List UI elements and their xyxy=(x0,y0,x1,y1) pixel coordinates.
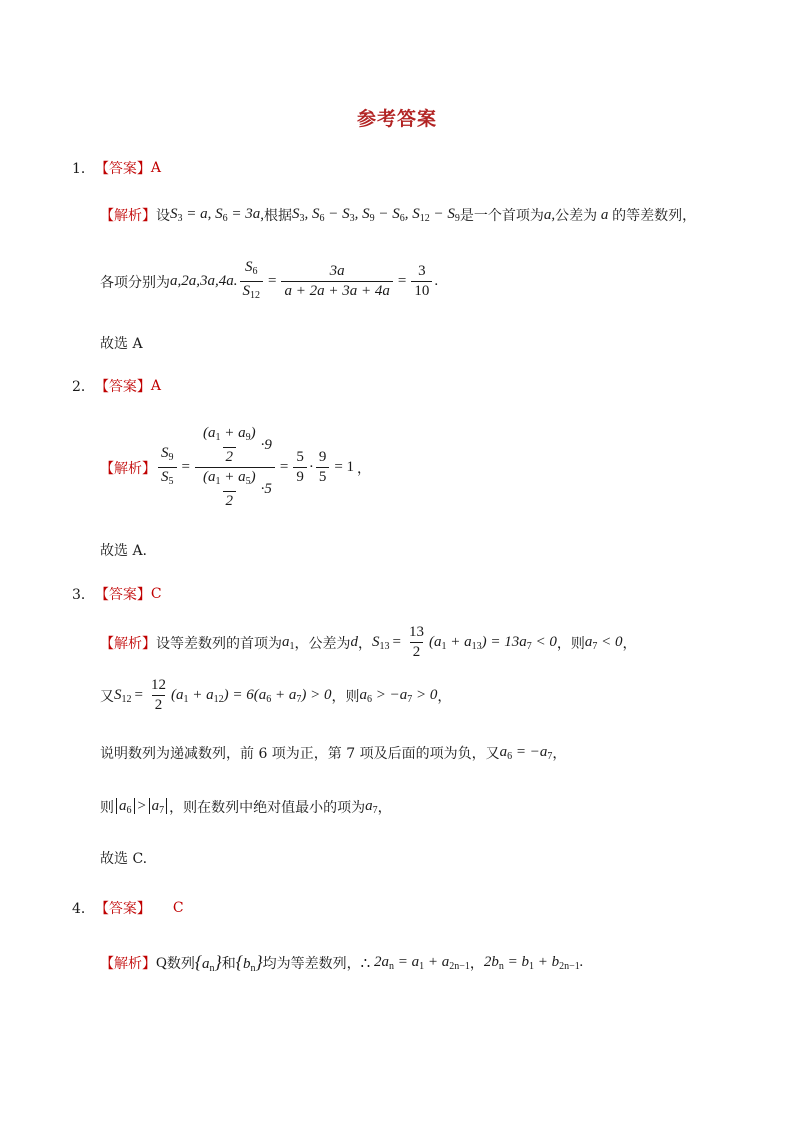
q1-text: 设 xyxy=(156,208,170,224)
q1-answer: A xyxy=(150,160,162,176)
q1-answer-tag: 【答案】 xyxy=(94,161,151,177)
q3-text: ，则在数列中绝对值最小的项为 xyxy=(169,800,366,816)
q2-fraction-9-5: $\frac{9}{5}$ xyxy=(316,448,330,487)
q1-math-seq: $S_3$, $S_6 - S_3$, $S_9 - S_6$, $S_{12} - S_9$ xyxy=(292,206,460,224)
q3-conclusion: 故选 C. xyxy=(100,851,148,867)
q2-fraction-s9-s5: $\frac{S_9}{S_5}$ xyxy=(158,444,177,491)
q1-text: 根据 xyxy=(264,208,292,224)
q3-analysis-line4: 则 $a_6 > a_7$ ，则在数列中绝对值最小的项为 $a_7$ ， xyxy=(100,798,392,816)
q3-text: ， xyxy=(622,635,637,652)
q2-number: 2． xyxy=(72,379,95,395)
q3-answer: C xyxy=(150,586,162,602)
q4-text: 和 xyxy=(221,956,236,972)
q4-analysis-line1: 【解析】 Q 数列 $\{a_n\}$ 和 $\{b_n\}$ 均为等差数列， ∴ $2a_n = a_1 + a_{2n-1}$ ， $2b_n = b_1 + b_{2n-1}$. xyxy=(100,952,584,974)
q2-fraction-big: $\frac{(a_1 + a_9)}{2}$ ·9 $\frac{(a_1 + a_5)}{2}$ ·5 xyxy=(195,424,275,511)
q1-analysis-line1: 【解析】 设 $S_3 = a$, $S_6 = 3a$ , 根据 $S_3$, $S_6 - S_3$, $S_9 - S_6$, $S_{12} - S_9$ 是一个首项为 a, 公差为 a 的等差数列， xyxy=(100,206,697,224)
q4-text: 均为等差数列， xyxy=(262,956,361,972)
q1-jiexi-tag: 【解析】 xyxy=(100,208,156,224)
q1-number: 1． xyxy=(72,161,95,177)
q1-fraction-result: $\frac{3}{10}$ xyxy=(411,262,432,301)
q2-answer-tag: 【答案】 xyxy=(94,379,151,395)
q1-text: 是一个首项为 xyxy=(459,208,544,224)
q3-jiexi-tag: 【解析】 xyxy=(100,635,156,652)
q3-text: ，则 xyxy=(331,688,360,705)
q4-answer-line xyxy=(72,898,184,918)
q3-analysis-line1: 【解析】 设等差数列的首项为 $a_1$ ，公差为 d ， $S_{13}$ = $\frac{13}{2}$ $(a_1 + a_{13}) = 13a_7 < 0$ ，则 $a_7 < 0$ ， xyxy=(100,624,637,660)
q3-text: 说明数列为递减数列，前 6 项为正，第 7 项及后面的项为负，又 xyxy=(100,746,500,762)
q3-fraction-12-2: $\frac{12}{2}$ xyxy=(150,677,166,713)
q3-text: ，则 xyxy=(556,635,585,652)
q1-text: 的等差数列， xyxy=(612,208,697,224)
q1-fraction-s6-s12: $\frac{S_6}{S_{12}}$ xyxy=(240,258,264,305)
q3-number: 3． xyxy=(72,587,95,603)
q3-text: ， xyxy=(358,635,372,652)
q2-fraction-5-9: $\frac{5}{9}$ xyxy=(293,448,307,487)
q1-answer-line xyxy=(72,158,161,178)
q1-math-given: $S_3 = a$, $S_6 = 3a$ xyxy=(170,206,261,224)
q3-answer-line xyxy=(72,584,162,604)
q4-text: 数列 xyxy=(166,956,195,972)
q4-answer-tag: 【答案】 xyxy=(94,901,151,917)
q3-text: ， xyxy=(437,688,452,705)
q1-conclusion: 故选 A xyxy=(100,336,143,352)
q3-text: ，公差为 xyxy=(294,635,351,652)
q2-analysis-line: 【解析】 $\frac{S_9}{S_5}$ = $\frac{(a_1 + a_9)}{2}$ ·9 $\frac{(a_1 + a_5)}{2}$ ·5 = $\frac{5}{9}$ · $\frac{9}{5}$ = 1 ， xyxy=(100,425,372,509)
q3-text: 设等差数列的首项为 xyxy=(156,635,282,652)
q1-math-terms: a,2a,3a,4a. xyxy=(170,273,238,289)
q3-text: ， xyxy=(377,800,392,816)
q1-math: a, xyxy=(543,206,556,223)
q1-text: 公差为 xyxy=(555,208,598,224)
q1-text: 各项分别为 xyxy=(100,274,170,291)
q3-fraction-13-2: $\frac{13}{2}$ xyxy=(408,624,424,660)
q4-number: 4． xyxy=(72,901,95,917)
q4-answer: C xyxy=(172,900,184,916)
q2-answer-line xyxy=(72,376,161,396)
q2-jiexi-tag: 【解析】 xyxy=(100,460,156,477)
q1-math: a xyxy=(597,206,613,223)
q3-text: 又 xyxy=(100,688,114,705)
q2-conclusion: 故选 A. xyxy=(100,543,148,559)
q3-analysis-line3: 说明数列为递减数列，前 6 项为正，第 7 项及后面的项为负，又 $a_6 = -a_7$ ， xyxy=(100,744,567,762)
q4-jiexi-tag: 【解析】 xyxy=(100,956,156,972)
q1-fraction-sum: $\frac{3a}{a + 2a + 3a + 4a}$ xyxy=(281,262,392,301)
q3-text: ， xyxy=(552,746,567,762)
q3-text: 则 xyxy=(100,800,114,816)
q4-text: ， xyxy=(469,956,484,972)
q3-analysis-line2: 又 $S_{12}$ = $\frac{12}{2}$ $(a_1 + a_{12}) = 6(a_6 + a_7) > 0$ ，则 $a_6 > -a_7 > 0$ ， xyxy=(100,677,452,713)
q1-analysis-line2: 各项分别为 a,2a,3a,4a. $\frac{S_6}{S_{12}}$ = $\frac{3a}{a + 2a + 3a + 4a}$ = $\frac{3}{10}$ . xyxy=(100,258,438,305)
q2-answer: A xyxy=(150,378,162,394)
q3-answer-tag: 【答案】 xyxy=(94,587,151,603)
page-title: 参考答案 xyxy=(356,108,437,130)
